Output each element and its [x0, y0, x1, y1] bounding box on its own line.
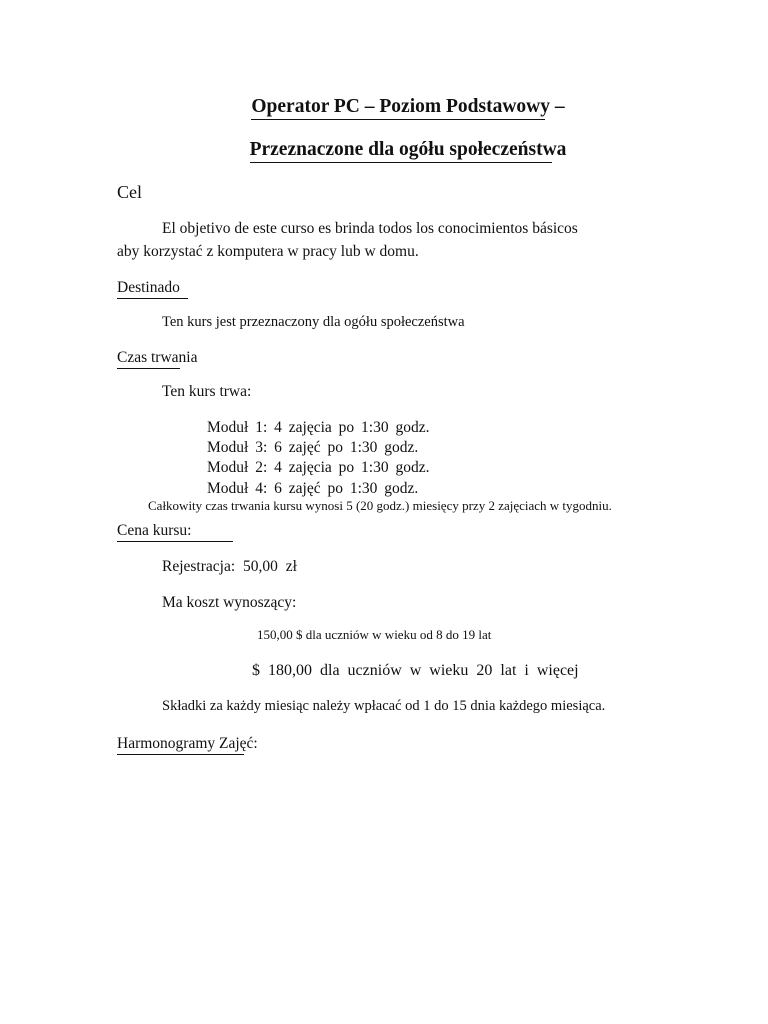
title-underline-1 [251, 119, 545, 120]
title-text-2: Przeznaczone dla ogółu społeczeństwa [249, 139, 567, 160]
title-underline-2 [250, 162, 552, 163]
section-heading-czas [117, 350, 197, 366]
cel-text-line-1: El objetivo de este curso es brinda todos los conocimientos básicos [162, 220, 578, 237]
czas-underline [117, 368, 180, 369]
section-heading-cena [117, 523, 191, 539]
czas-intro: Ten kurs trwa: [162, 383, 252, 400]
czas-total: Całkowity czas trwania kursu wynosi 5 (20 godz.) miesięcy przy 2 zajęciach w tygodniu. [148, 498, 612, 513]
title-line-1 [0, 97, 768, 117]
price-adult: $ 180,00 dla uczniów w wieku 20 lat i więcej [252, 662, 579, 679]
destinado-heading-text: Destinado [117, 279, 180, 296]
destinado-underline [117, 298, 188, 299]
module-line: Moduł 3: 6 zajęć po 1:30 godz. [207, 439, 419, 456]
cost-intro: Ma koszt wynoszący: [162, 594, 297, 611]
cena-heading-text: Cena kursu: [117, 522, 192, 539]
cena-underline [117, 541, 233, 542]
title-line-2 [0, 140, 768, 160]
registration-price: Rejestracja: 50,00 zł [162, 558, 297, 575]
section-heading-destinado [117, 280, 180, 296]
section-heading-cel: Cel [117, 182, 142, 202]
module-line: Moduł 2: 4 zajęcia po 1:30 godz. [207, 459, 430, 476]
harmonogram-underline [117, 754, 244, 755]
price-young: 150,00 $ dla uczniów w wieku od 8 do 19 lat [257, 627, 492, 642]
cel-text-line-2: aby korzystać z komputera w pracy lub w domu. [117, 243, 419, 260]
payment-note: Składki za każdy miesiąc należy wpłacać od 1 do 15 dnia każdego miesiąca. [162, 698, 606, 714]
module-line: Moduł 1: 4 zajęcia po 1:30 godz. [207, 419, 430, 436]
czas-heading-text: Czas trwania [117, 349, 198, 366]
module-line: Moduł 4: 6 zajęć po 1:30 godz. [207, 480, 419, 497]
harmonogram-heading-text: Harmonogramy Zajęć: [117, 735, 258, 752]
section-heading-harmonogram [117, 736, 258, 752]
title-text-1: Operator PC – Poziom Podstawowy – [251, 96, 565, 117]
destinado-text: Ten kurs jest przeznaczony dla ogółu społeczeństwa [162, 314, 465, 330]
